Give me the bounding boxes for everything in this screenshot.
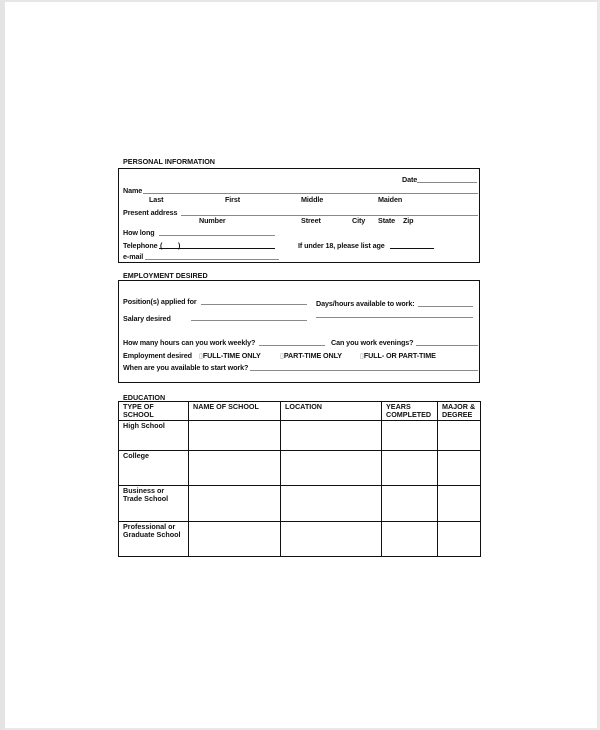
days-hours-field-2[interactable] [316, 317, 473, 318]
telephone-field[interactable] [159, 248, 275, 249]
row-type: High School [119, 421, 189, 451]
option-full-time-label: FULL-TIME ONLY [202, 351, 261, 360]
row-name-cell[interactable] [189, 486, 281, 522]
row-location-cell[interactable] [281, 451, 382, 486]
row-name-cell[interactable] [189, 451, 281, 486]
personal-section-title: PERSONAL INFORMATION [123, 157, 215, 166]
name-field[interactable] [143, 193, 478, 194]
hours-weekly-label: How many hours can you work weekly? [123, 338, 256, 347]
table-row [119, 522, 481, 557]
address-part-zip: Zip [403, 216, 414, 225]
hours-weekly-field[interactable] [259, 345, 325, 346]
row-location-cell[interactable] [281, 486, 382, 522]
option-full-time[interactable]: ▯FULL-TIME ONLY [199, 351, 261, 360]
telephone-paren-open: ( [160, 241, 163, 250]
col-years-completed: YEARS COMPLETED [382, 402, 438, 421]
col-type-of-school: TYPE OF SCHOOL [119, 402, 189, 421]
position-label: Position(s) applied for [123, 297, 197, 306]
table-row [119, 486, 481, 522]
row-major-cell[interactable] [438, 522, 481, 557]
address-part-street: Street [301, 216, 321, 225]
row-location-cell[interactable] [281, 421, 382, 451]
how-long-field[interactable] [159, 235, 275, 236]
name-part-maiden: Maiden [378, 195, 403, 204]
address-part-state: State [378, 216, 396, 225]
education-section-title: EDUCATION [123, 393, 166, 402]
evenings-label: Can you work evenings? [331, 338, 414, 347]
row-name-cell[interactable] [189, 421, 281, 451]
row-major-cell[interactable] [438, 451, 481, 486]
row-major-cell[interactable] [438, 486, 481, 522]
row-years-cell[interactable] [382, 522, 438, 557]
employment-section-title: EMPLOYMENT DESIRED [123, 271, 208, 280]
age-field[interactable] [390, 248, 434, 249]
row-type: College [119, 451, 189, 486]
email-field[interactable] [145, 259, 279, 260]
date-field[interactable] [417, 182, 477, 183]
salary-field[interactable] [191, 320, 307, 321]
email-label: e-mail [123, 252, 144, 261]
row-name-cell[interactable] [189, 522, 281, 557]
name-part-middle: Middle [301, 195, 324, 204]
row-years-cell[interactable] [382, 451, 438, 486]
days-hours-label: Days/hours available to work: [316, 299, 415, 308]
name-label: Name [123, 186, 143, 195]
option-part-time[interactable]: ▯PART-TIME ONLY [280, 351, 342, 360]
option-full-or-part-time-label: FULL- OR PART-TIME [363, 351, 436, 360]
evenings-field[interactable] [416, 345, 478, 346]
name-part-last: Last [149, 195, 164, 204]
option-part-time-label: PART-TIME ONLY [283, 351, 342, 360]
row-type: Professional or Graduate School [119, 522, 189, 557]
telephone-label: Telephone [123, 241, 158, 250]
table-row [119, 451, 481, 486]
employment-desired-label: Employment desired [123, 351, 192, 360]
address-label: Present address [123, 208, 178, 217]
education-table [118, 401, 481, 557]
row-major-cell[interactable] [438, 421, 481, 451]
date-label: Date [402, 175, 418, 184]
telephone-paren-close: ) [178, 241, 181, 250]
col-major-degree: MAJOR & DEGREE [438, 402, 481, 421]
col-name-of-school: NAME OF SCHOOL [189, 402, 281, 421]
row-type: Business or Trade School [119, 486, 189, 522]
row-years-cell[interactable] [382, 421, 438, 451]
address-part-city: City [352, 216, 366, 225]
days-hours-field[interactable] [418, 306, 473, 307]
education-header-row [119, 402, 481, 421]
row-location-cell[interactable] [281, 522, 382, 557]
start-field[interactable] [250, 370, 478, 371]
position-field[interactable] [201, 304, 307, 305]
how-long-label: How long [123, 228, 155, 237]
start-label: When are you available to start work? [123, 363, 249, 372]
address-part-number: Number [199, 216, 226, 225]
name-part-first: First [225, 195, 241, 204]
table-row [119, 421, 481, 451]
age-label: If under 18, please list age [298, 241, 385, 250]
col-location: LOCATION [281, 402, 382, 421]
option-full-or-part-time[interactable]: ▯FULL- OR PART-TIME [360, 351, 436, 360]
row-years-cell[interactable] [382, 486, 438, 522]
salary-label: Salary desired [123, 314, 171, 323]
